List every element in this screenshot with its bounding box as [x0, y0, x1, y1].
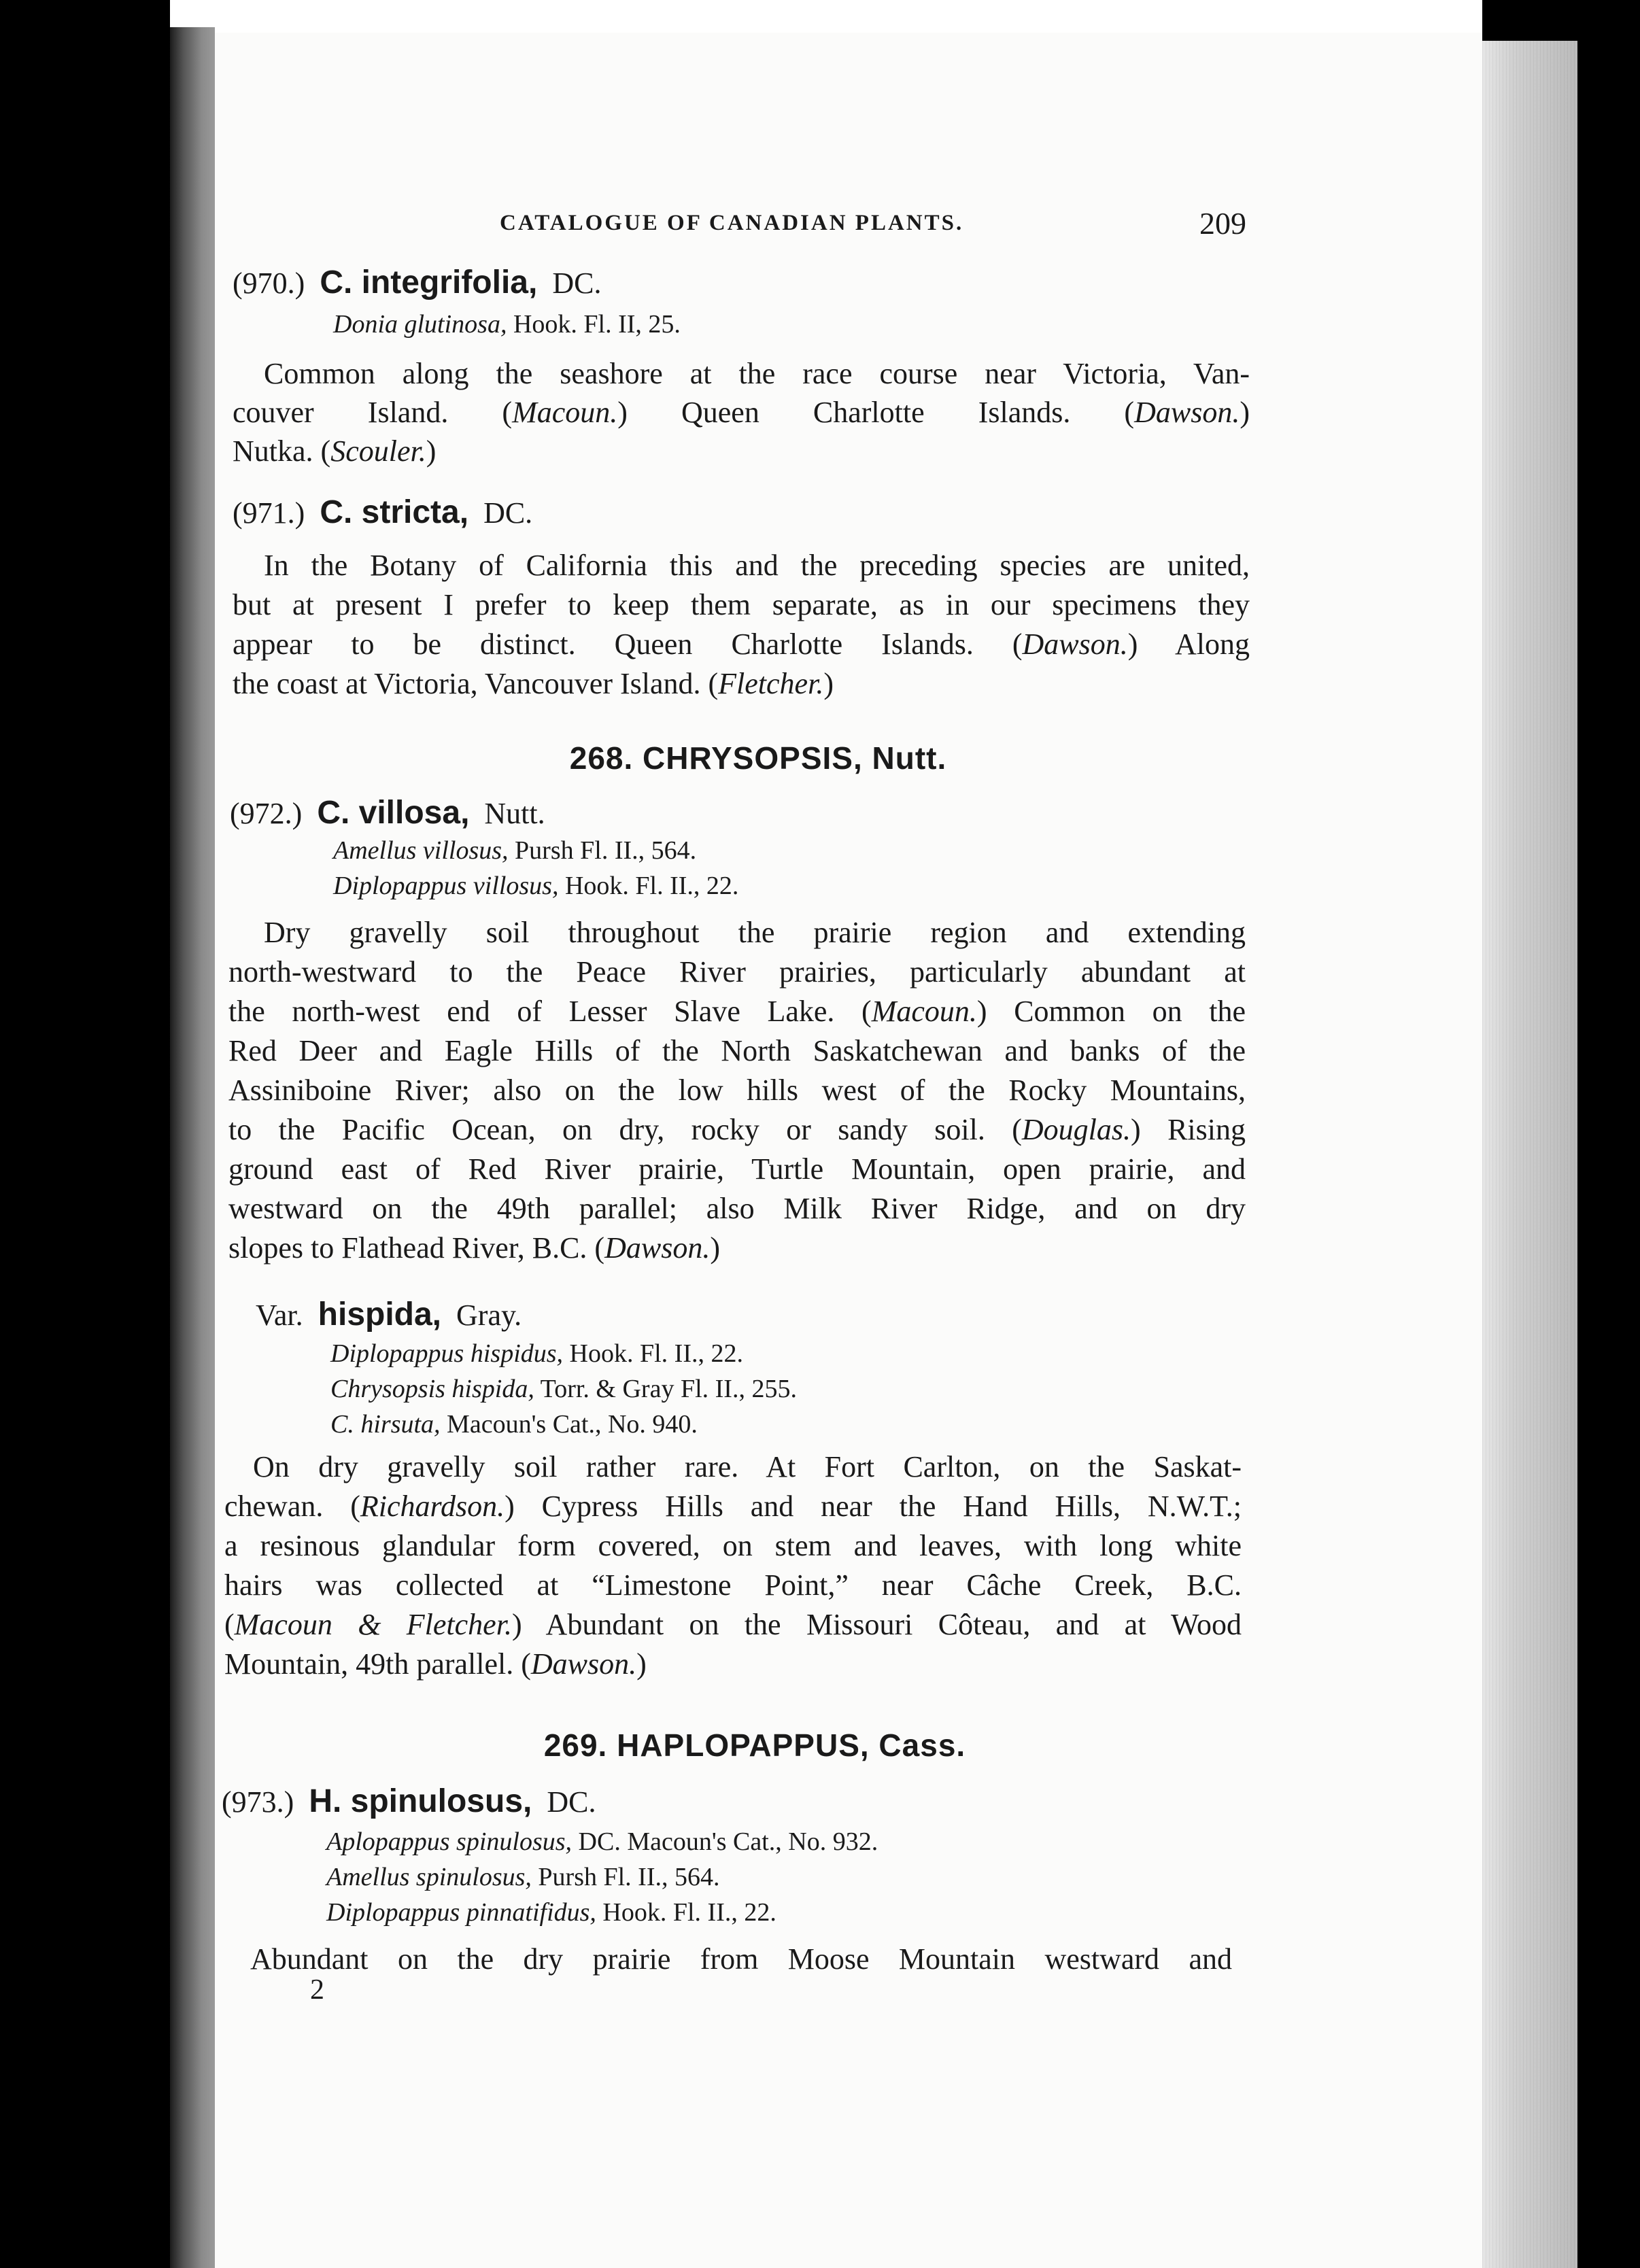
- entry-number: (971.): [233, 496, 305, 530]
- body-line: (Macoun & Fletcher.) Abundant on the Missouri Côteau, and at Wood: [224, 1608, 1242, 1641]
- entry-970-title: [233, 264, 602, 300]
- species-author: DC.: [483, 496, 533, 530]
- variety-author: Gray.: [456, 1299, 522, 1332]
- variety-title: [256, 1296, 522, 1333]
- species-name: H. spinulosus,: [309, 1783, 532, 1819]
- body-line: ground east of Red River prairie, Turtle Mountain, open prairie, and: [228, 1152, 1246, 1186]
- body-line: Dry gravelly soil throughout the prairie region and extending: [264, 916, 1246, 949]
- species-author: DC.: [552, 267, 602, 300]
- entry-972-title: [230, 797, 545, 829]
- species-name: C. integrifolia,: [320, 264, 538, 300]
- body-line: Abundant on the dry prairie from Moose Mountain westward and: [250, 1942, 1232, 1976]
- synonym-line: Amellus villosus, Pursh Fl. II., 564.: [333, 836, 697, 865]
- body-line: couver Island. (Macoun.) Queen Charlotte Islands. (Dawson.): [233, 396, 1250, 429]
- synonym-line: Diplopappus pinnatifidus, Hook. Fl. II., 22.: [326, 1898, 776, 1927]
- entry-971-title: [233, 496, 532, 529]
- running-title: CATALOGUE OF CANADIAN PLANTS.: [500, 211, 964, 235]
- entry-number: (972.): [230, 797, 303, 830]
- synonym-line: Chrysopsis hispida, Torr. & Gray Fl. II., 255.: [330, 1375, 797, 1403]
- entry-number: (973.): [222, 1785, 294, 1819]
- genus-heading: 268. CHRYSOPSIS, Nutt.: [569, 740, 947, 776]
- synonym-line: Diplopappus hispidus, Hook. Fl. II., 22.: [330, 1339, 743, 1368]
- body-line: the north-west end of Lesser Slave Lake. (Macoun.) Common on the: [228, 995, 1246, 1028]
- species-name: C. stricta,: [320, 494, 469, 530]
- body-line: Mountain, 49th parallel. (Dawson.): [224, 1647, 647, 1681]
- body-line: north-westward to the Peace River prairies, particularly abundant at: [228, 955, 1246, 989]
- body-line: appear to be distinct. Queen Charlotte Islands. (Dawson.) Along: [233, 628, 1250, 661]
- body-line: westward on the 49th parallel; also Milk River Ridge, and on dry: [228, 1192, 1246, 1225]
- body-line: Common along the seashore at the race course near Victoria, Van-: [264, 357, 1250, 390]
- synonym-line: Amellus spinulosus, Pursh Fl. II., 564.: [326, 1863, 720, 1891]
- body-line: hairs was collected at “Limestone Point,” near Câche Creek, B.C.: [224, 1568, 1242, 1602]
- body-line: Red Deer and Eagle Hills of the North Saskatchewan and banks of the: [228, 1034, 1246, 1067]
- page-number: 209: [1199, 206, 1246, 241]
- signature-mark: 2: [310, 1974, 324, 2006]
- variety-prefix: Var.: [256, 1299, 303, 1332]
- body-line: chewan. (Richardson.) Cypress Hills and near the Hand Hills, N.W.T.;: [224, 1490, 1242, 1523]
- entry-973-title: [222, 1785, 596, 1818]
- species-author: Nutt.: [484, 797, 545, 830]
- body-line: a resinous glandular form covered, on stem and leaves, with long white: [224, 1529, 1242, 1562]
- body-line: Assiniboine River; also on the low hills west of the Rocky Mountains,: [228, 1073, 1246, 1107]
- synonym-line: C. hirsuta, Macoun's Cat., No. 940.: [330, 1410, 698, 1439]
- species-name: C. villosa,: [317, 795, 470, 831]
- species-author: DC.: [547, 1785, 596, 1819]
- synonym-line: Aplopappus spinulosus, DC. Macoun's Cat., No. 932.: [326, 1827, 878, 1856]
- synonym-line: Diplopappus villosus, Hook. Fl. II., 22.: [333, 872, 739, 900]
- body-line: Nutka. (Scouler.): [233, 434, 437, 468]
- body-line: slopes to Flathead River, B.C. (Dawson.): [228, 1231, 720, 1265]
- synonym-line: Donia glutinosa, Hook. Fl. II, 25.: [333, 310, 681, 339]
- body-line: but at present I prefer to keep them separate, as in our specimens they: [233, 588, 1250, 621]
- body-line: the coast at Victoria, Vancouver Island. (Fletcher.): [233, 667, 834, 700]
- body-line: On dry gravelly soil rather rare. At Fort Carlton, on the Saskat-: [253, 1450, 1242, 1483]
- genus-heading: 269. HAPLOPAPPUS, Cass.: [543, 1728, 966, 1763]
- variety-name: hispida,: [318, 1296, 442, 1333]
- body-line: In the Botany of California this and the preceding species are united,: [264, 549, 1250, 582]
- entry-number: (970.): [233, 267, 305, 300]
- body-line: to the Pacific Ocean, on dry, rocky or sandy soil. (Douglas.) Rising: [228, 1113, 1246, 1146]
